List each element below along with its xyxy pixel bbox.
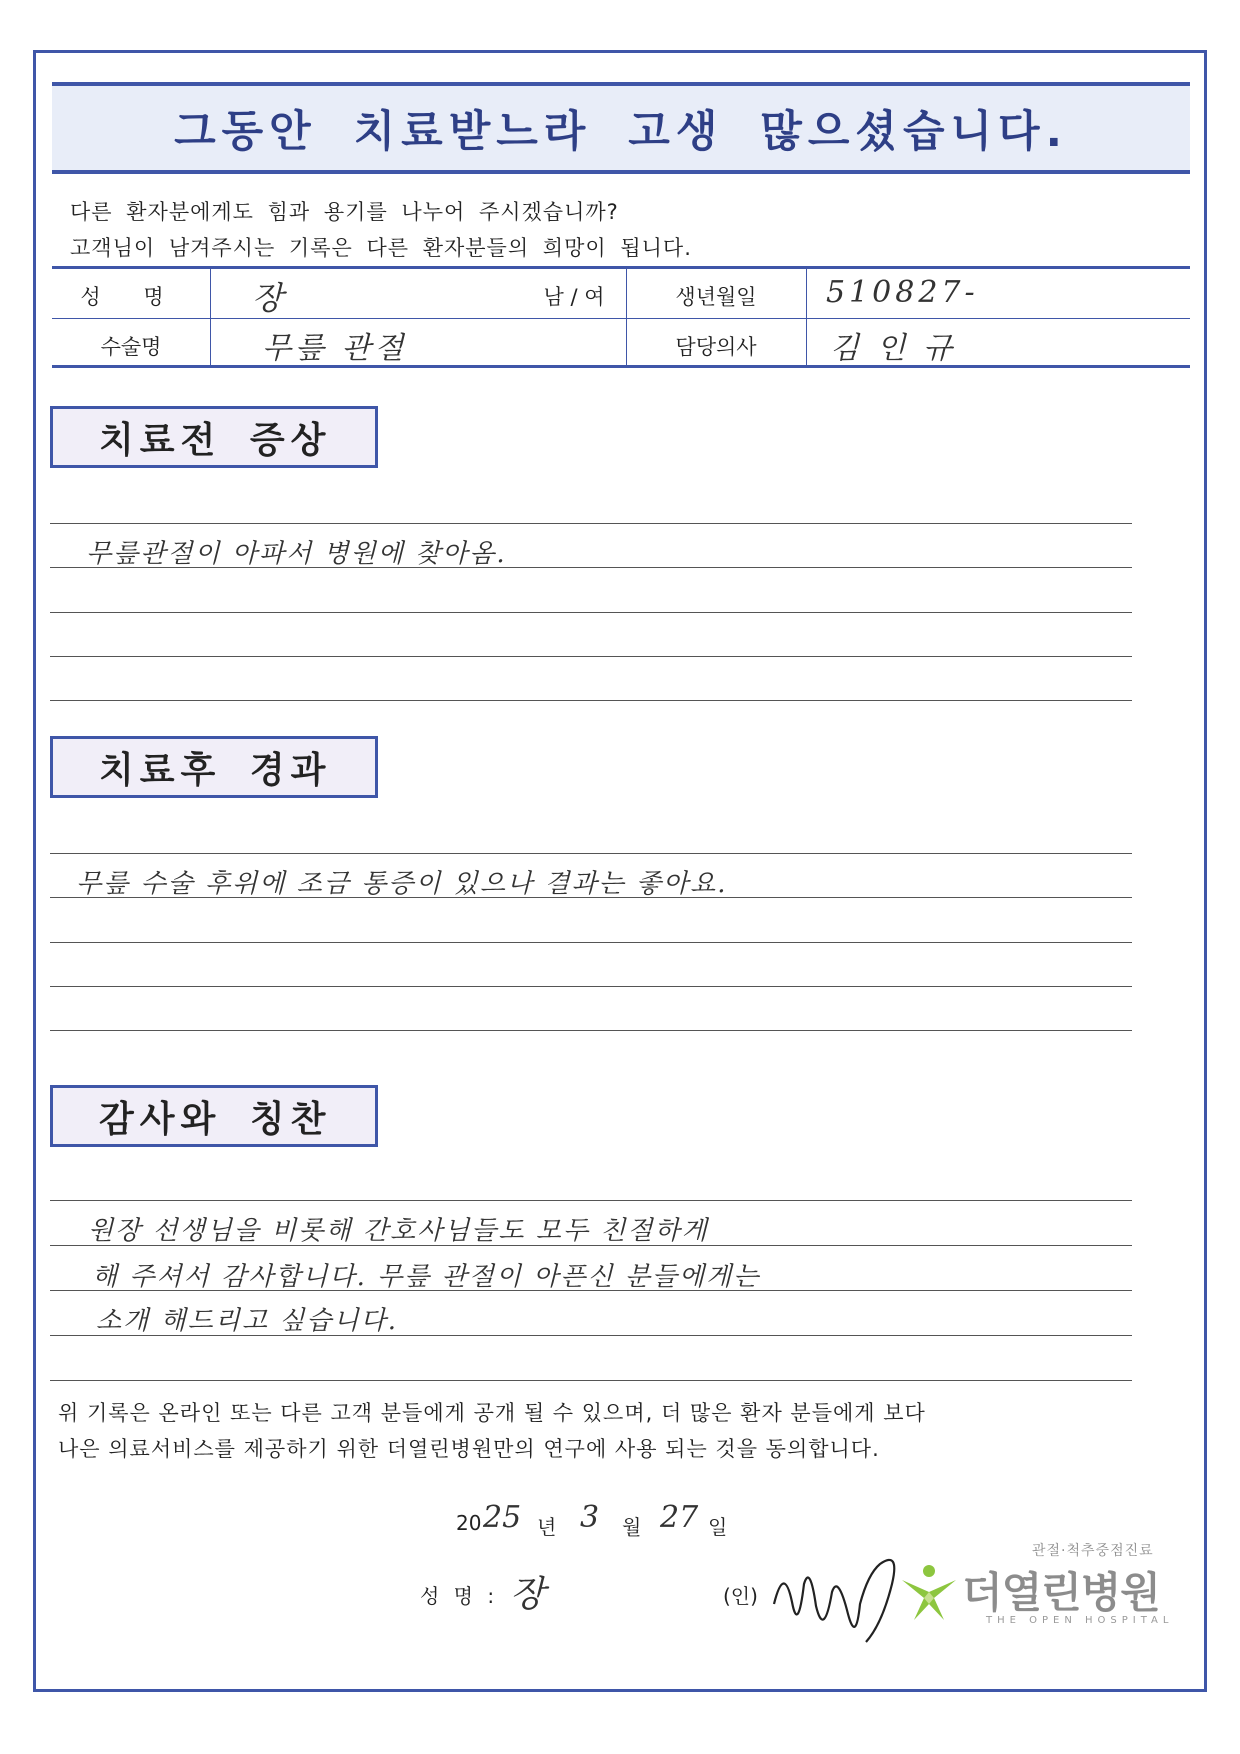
table-divider bbox=[480, 318, 626, 319]
year-label: 년 bbox=[537, 1515, 557, 1539]
consent-line-2: 나은 의료서비스를 제공하기 위한 더열린병원만의 연구에 사용 되는 것을 동의합니다. bbox=[58, 1437, 880, 1461]
writing-line bbox=[50, 986, 1132, 987]
year-handwritten: 25 bbox=[483, 1500, 522, 1535]
surgery-label: 수술명 bbox=[100, 335, 162, 359]
birth-value: 510827- bbox=[826, 275, 979, 310]
page-title: 그동안 치료받느라 고생 많으셨습니다. bbox=[174, 106, 1068, 157]
section-heading-after: 치료후 경과 bbox=[50, 736, 378, 798]
intro-line-2: 고객님이 남겨주시는 기록은 다른 환자분들의 희망이 됩니다. bbox=[70, 236, 692, 260]
writing-line bbox=[50, 700, 1132, 701]
day-handwritten: 27 bbox=[660, 1500, 699, 1535]
writing-line bbox=[50, 1380, 1132, 1381]
patient-info-table bbox=[52, 266, 1190, 368]
section-heading-before: 치료전 증상 bbox=[50, 406, 378, 468]
day-label: 일 bbox=[708, 1515, 728, 1539]
writing-line bbox=[50, 656, 1132, 657]
writing-line bbox=[50, 1200, 1132, 1201]
table-column-divider bbox=[210, 269, 211, 365]
doctor-label: 담당의사 bbox=[675, 335, 757, 359]
thanks-text-line-2: 해 주셔서 감사합니다. 무릎 관절이 아픈신 분들에게는 bbox=[92, 1262, 761, 1292]
intro-line-1: 다른 환자분에게도 힘과 용기를 나누어 주시겠습니까? bbox=[70, 200, 619, 224]
logo-name: 더열린병원 bbox=[962, 1568, 1160, 1617]
month-label: 월 bbox=[622, 1515, 642, 1539]
thanks-text-line-3: 소개 해드리고 싶습니다. bbox=[96, 1306, 398, 1336]
logo-english: THE OPEN HOSPITAL bbox=[986, 1615, 1174, 1626]
birth-label: 생년월일 bbox=[675, 285, 757, 309]
logo-tagline: 관절·척추중점진료 bbox=[1032, 1543, 1154, 1559]
month-handwritten: 3 bbox=[580, 1500, 600, 1535]
open-hospital-logo-icon bbox=[898, 1562, 960, 1622]
handwritten-signature bbox=[764, 1544, 914, 1650]
doctor-value: 김 인 규 bbox=[830, 331, 957, 366]
signature-name-label: 성 명 : bbox=[420, 1584, 499, 1608]
writing-line bbox=[50, 612, 1132, 613]
surgery-value: 무릎 관절 bbox=[262, 331, 408, 366]
seal-label: (인) bbox=[723, 1584, 758, 1608]
gender-label: 남 / 여 bbox=[543, 285, 605, 309]
writing-line bbox=[50, 853, 1132, 854]
after-text: 무릎 수술 후위에 조금 통증이 있으나 결과는 좋아요. bbox=[76, 869, 728, 899]
writing-line bbox=[50, 942, 1132, 943]
writing-line bbox=[50, 1030, 1132, 1031]
thanks-text-line-1: 원장 선생님을 비롯해 간호사님들도 모두 친절하게 bbox=[88, 1216, 709, 1246]
before-text: 무릎관절이 아파서 병원에 찾아옴. bbox=[86, 539, 507, 569]
consent-line-1: 위 기록은 온라인 또는 다른 고객 분들에게 공개 될 수 있으며, 더 많은 환자 분들에게 보다 bbox=[58, 1401, 926, 1425]
signature-name-value: 장 bbox=[510, 1574, 545, 1615]
section-heading-thanks: 감사와 칭찬 bbox=[50, 1085, 378, 1147]
writing-line bbox=[50, 523, 1132, 524]
year-prefix: 20 bbox=[456, 1511, 482, 1535]
name-value: 장 bbox=[252, 279, 283, 317]
name-label: 성 명 bbox=[80, 285, 182, 309]
table-column-divider bbox=[806, 269, 807, 365]
title-banner bbox=[52, 82, 1190, 174]
